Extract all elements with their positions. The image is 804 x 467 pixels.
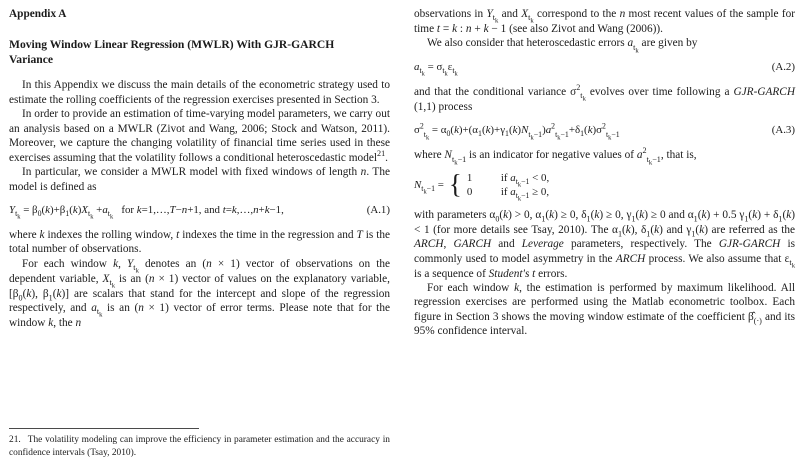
footnote-block	[9, 428, 390, 459]
left-column	[9, 7, 390, 459]
equation-a2-body: $a_{t_k} = \sigma_{t_k}\varepsilon_{t_k}$	[414, 61, 458, 78]
footnote-number: 21.	[9, 435, 21, 446]
cases-lhs: $N_{t_k-1}$ =	[414, 178, 444, 196]
right-column	[414, 7, 795, 459]
equation-a1-body: $Y_{t_k} = \beta_0(k)+\beta_1(k)X_{t_k} +a_{t_k}$ for k=1,…,T−n+1, and t=k,…,n+k−1,	[9, 204, 284, 221]
equation-a1-label: (A.1)	[366, 204, 390, 217]
para-mwlr-strategy: In order to provide an estimation of time-varying model parameters, we carry out an analysis based on a MWLR (Zivot and Wang, 2006; Stock and Watson, 2011). Moreover, we capture the changing volatility of financial time series used in these exercises assuming that the volatility follows a conditional heteroscedastic model$^{21}$.	[9, 108, 390, 164]
section-title: Moving Window Linear Regression (MWLR) With GJR-GARCH Variance	[9, 38, 335, 66]
case-value: 0	[466, 185, 473, 198]
equation-a1	[9, 204, 390, 221]
equation-a3-body: $\sigma^2_{t_k} = \alpha_0(k)+(\alpha_1(k)+\gamma_1(k)N_{t_k-1})a^2_{t_k-1}+\delta_1(k)\sigma^2_{t_k-1}$	[414, 121, 620, 142]
para-conditional-variance: and that the conditional variance $\sigma^2_{t_k}$ evolves over time following a GJR-GARCH (1,1) process	[414, 83, 795, 114]
left-brace: {	[448, 169, 462, 200]
para-indicator-definition: where $N_{t_k-1}$ is an indicator for negative values of $a^2_{t_k-1}$, that is,	[414, 146, 697, 167]
case-row	[466, 171, 550, 189]
equation-a3-label: (A.3)	[771, 124, 795, 137]
para-estimation: For each window k, the estimation is performed by maximum likelihood. All regression exercises are performed using the Matlab econometric toolbox. Each figure in Section 3 shows the moving window estimate of the coefficient $\betâ_{(\cdot)}$ and its 95% confidence interval.	[414, 282, 796, 338]
equation-a2	[414, 61, 795, 78]
para-model-definition: In particular, we consider a MWLR model with fixed windows of length n. The model is defined as	[9, 166, 390, 193]
case-row	[466, 185, 550, 203]
case-value: 1	[466, 171, 473, 184]
para-observations: observations in $Y_{t_k}$ and $X_{t_k}$ correspond to the n most recent values of the sample for time t = k : n + k − 1 (see also Zivot and Wang (2006)).	[414, 8, 796, 35]
cases-rows	[466, 171, 550, 203]
para-parameters: with parameters $\alpha_0(k) > 0$, $\alpha_1(k) \ge 0$, $\delta_1(k) \ge 0$, $\gamma_1(k) \ge 0$ and $\alpha_1(k) + 0.5$ $\gamma_1(k) + \delta_1(k) < 1$ (for more details see Tsay, 2010). The $\alpha_1(k)$, $\delta_1(k)$ and $\gamma_1(k)$ are referred as the ARCH, GARCH and Leverage parameters, respectively. The GJR-GARCH is commonly used to model asymmetry in the ARCH process. We also assume that $\varepsilon_{t_k}$ is a sequence of Student's t errors.	[414, 209, 796, 280]
para-window-vectors: For each window k, $Y_{t_k}$ denotes an (n × 1) vector of observations on the dependent variable, $X_{t_k}$ is an (n × 1) vector of values on the explanatory variable, [$\beta_0(k)$, $\beta_1(k)$] are scalars that stand for the intercept and slope of the regression respectively, and $a_{t_k}$ is an (n × 1) vector of error terms. Please note that for the window k, the n	[9, 257, 390, 329]
footnote-text: The volatility modeling can improve the efficiency in parameter estimation and the accuracy in confidence intervals (Tsay, 2010).	[9, 435, 390, 458]
equation-indicator-cases	[414, 169, 795, 203]
equation-a3	[414, 121, 795, 142]
para-heteroscedastic-errors: We also consider that heteroscedastic errors $a_{t_k}$ are given by	[427, 37, 698, 55]
para-intro: In this Appendix we discuss the main details of the econometric strategy used to estimate the rolling coefficients of the regression exercises presented in Section 3.	[9, 79, 390, 106]
appendix-label: Appendix A	[9, 8, 67, 20]
footnote-21	[9, 434, 390, 459]
equation-a2-label: (A.2)	[771, 61, 795, 74]
case-condition: if $a_{t_k-1} \ge 0$,	[500, 185, 550, 203]
footnote-divider	[9, 428, 199, 429]
para-where-indexes: where k indexes the rolling window, t indexes the time in the regression and T is the total number of observations.	[9, 229, 391, 256]
case-condition: if $a_{t_k-1} < 0$,	[500, 171, 550, 189]
